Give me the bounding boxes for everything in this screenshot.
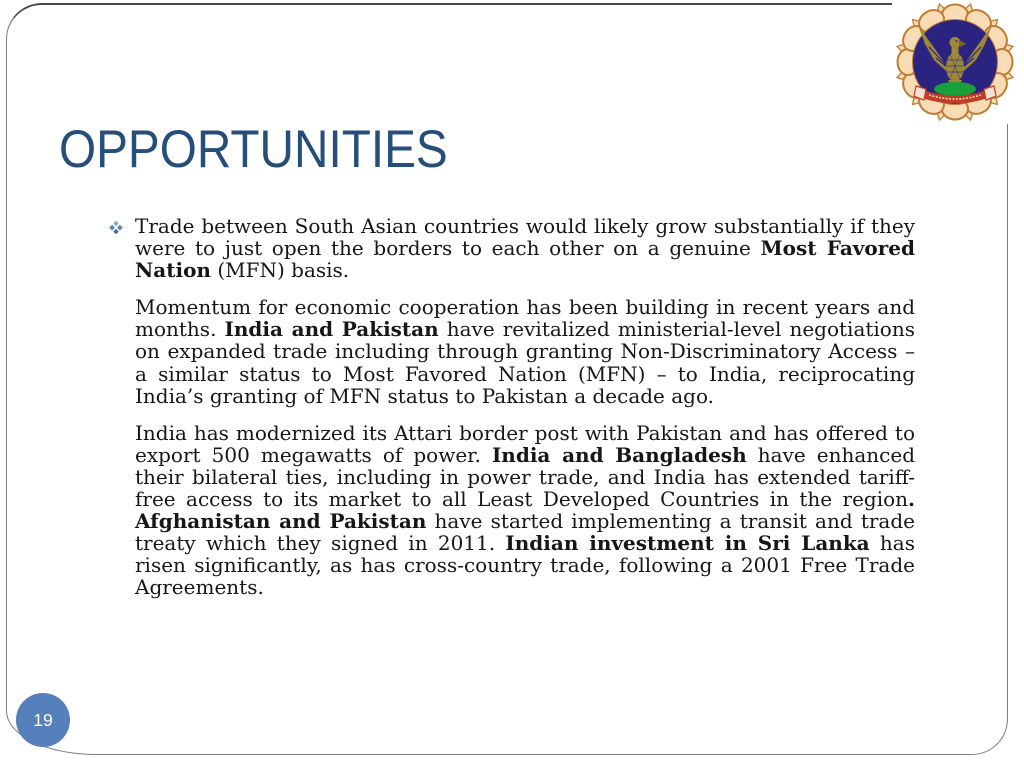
body-paragraph (135, 215, 915, 281)
text-run-bold: India and Pakistan (224, 317, 439, 342)
page-title: OPPORTUNITIES (59, 120, 448, 179)
diamond-bullet-icon (109, 220, 123, 234)
text-run-bold: Most Favored Nation (135, 236, 915, 283)
icai-logo (892, 0, 1018, 124)
text-run-bold: . Afghanistan and Pakistan (135, 487, 915, 534)
page-number: 19 (33, 709, 53, 730)
text-run: India has modernized its Attari border post with Pakistan and has offered to export 500 megawatts of power. (135, 420, 915, 467)
text-run: Momentum for economic cooperation has been building in recent years and months. (135, 295, 915, 342)
text-run: have started implementing a transit and trade treaty which they signed in 2011. (135, 509, 915, 556)
body-paragraph (135, 296, 915, 406)
text-run-bold: India and Bangladesh (491, 442, 747, 467)
text-run: have enhanced their bilateral ties, including in power trade, and India has extended tariff-free access to its market to all Least Developed Countries in the region (135, 442, 916, 512)
text-run: Trade between South Asian countries would likely grow substantially if they were to just open the borders to each other on a genuine (135, 214, 915, 261)
text-run: has risen significantly, as has cross-country trade, following a 2001 Free Trade Agreements. (135, 531, 915, 600)
text-run-bold: Indian investment in Sri Lanka (505, 531, 870, 556)
body-paragraph (135, 422, 915, 599)
body-text (135, 215, 915, 614)
text-run: have revitalized ministerial-level negotiations on expanded trade including through granting Non-Discriminatory Access – a similar status to Most Favored Nation (MFN) – to India, reciprocating India’s granting of MFN status to Pakistan a decade ago. (135, 317, 915, 408)
page-number-badge (16, 693, 70, 747)
text-run: (MFN) basis. (210, 258, 350, 283)
